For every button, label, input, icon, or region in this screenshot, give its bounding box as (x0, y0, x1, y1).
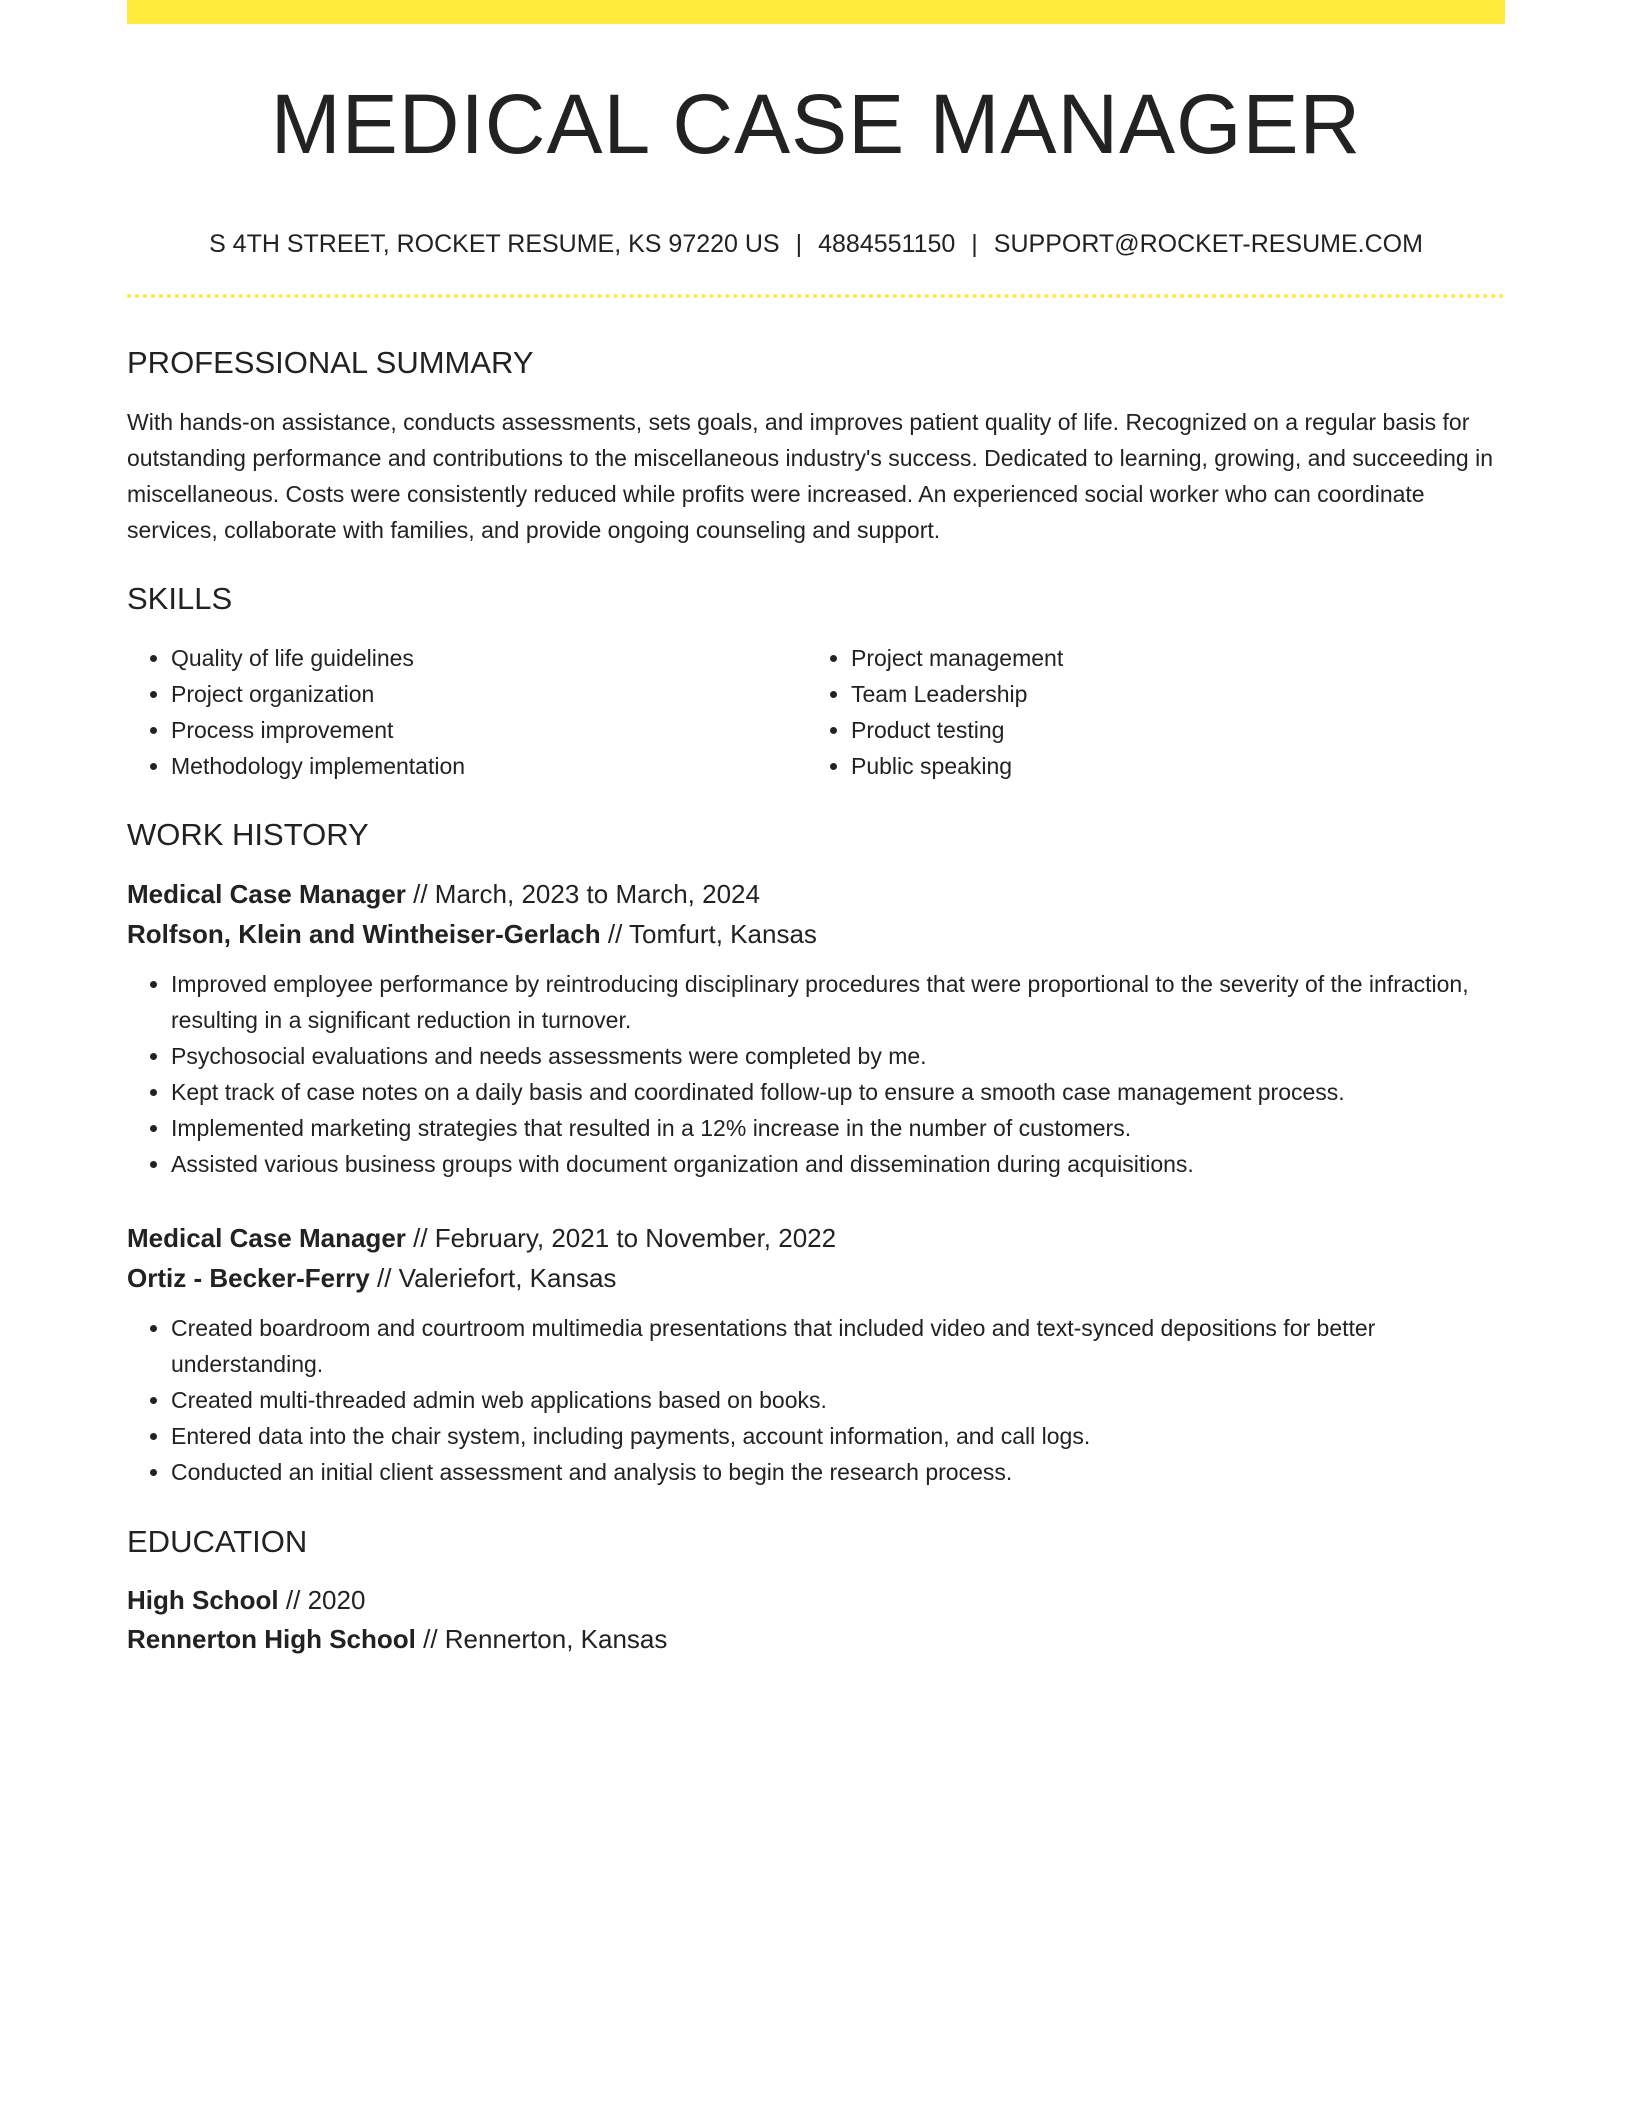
skill-item: • Methodology implementation (171, 748, 805, 784)
duty-item: • Improved employee performance by reintroducing disciplinary procedures that were proportional to the severity of the infraction, resulting in a significant reduction in turnover. (171, 966, 1505, 1038)
duty-item: • Assisted various business groups with document organization and dissemination during acquisitions. (171, 1146, 1505, 1182)
duty-item: • Kept track of case notes on a daily basis and coordinated follow-up to ensure a smooth case management process. (171, 1074, 1505, 1110)
duty-item: • Psychosocial evaluations and needs assessments were completed by me. (171, 1038, 1505, 1074)
job-role-line (127, 874, 1505, 914)
skill-item: • Quality of life guidelines (171, 640, 805, 676)
skill-item: • Product testing (851, 712, 1485, 748)
contact-separator: | (795, 230, 803, 258)
job-duties-list (127, 966, 1505, 1182)
skills-column-right (805, 640, 1485, 784)
education-entry (127, 1581, 1505, 1659)
education-school-line (127, 1620, 1505, 1659)
education-school: Rennerton High School (127, 1624, 416, 1654)
skill-item: • Process improvement (171, 712, 805, 748)
skill-item: • Project organization (171, 676, 805, 712)
skills-list (127, 640, 1505, 784)
contact-phone: 4884551150 (818, 230, 956, 258)
section-title-skills: SKILLS (127, 581, 233, 616)
contact-separator: | (971, 230, 978, 258)
skill-item: • Project management (851, 640, 1485, 676)
job-company: Ortiz - Becker-Ferry (127, 1263, 370, 1293)
job-entry (127, 1218, 1505, 1490)
job-company: Rolfson, Klein and Wintheiser-Gerlach (127, 919, 601, 949)
duty-item: • Created boardroom and courtroom multimedia presentations that included video and text-synced depositions for better understanding. (171, 1310, 1505, 1382)
duty-item: • Implemented marketing strategies that resulted in a 12% increase in the number of customers. (171, 1110, 1505, 1146)
job-location: // Valeriefort, Kansas (369, 1263, 617, 1293)
section-title-work-history: WORK HISTORY (127, 817, 369, 852)
skills-column-left (127, 640, 805, 784)
job-dates: // February, 2021 to November, 2022 (405, 1223, 837, 1253)
skill-item: • Public speaking (851, 748, 1485, 784)
section-title-summary: PROFESSIONAL SUMMARY (127, 345, 534, 380)
duty-item: • Created multi-threaded admin web applications based on books. (171, 1382, 1505, 1418)
summary-text: With hands-on assistance, conducts assessments, sets goals, and improves patient quality of life. Recognized on a regular basis for outstanding performance and contributions to the miscellaneous industry's success. Dedicated to learning, growing, and succeeding in miscellaneous. Costs were consistently reduced while profits were increased. An experienced social worker who can coordinate services, collaborate with families, and provide ongoing counseling and support. (127, 409, 1494, 543)
dotted-divider (127, 294, 1505, 298)
job-entry (127, 874, 1505, 1182)
section-title-education: EDUCATION (127, 1524, 308, 1559)
education-location: // Rennerton, Kansas (415, 1624, 668, 1654)
education-degree: High School (127, 1585, 279, 1615)
contact-email: SUPPORT@ROCKET-RESUME.COM (993, 230, 1423, 258)
job-company-line (127, 1258, 1505, 1298)
duty-item: • Entered data into the chair system, including payments, account information, and call logs. (171, 1418, 1505, 1454)
skill-item: • Team Leadership (851, 676, 1485, 712)
job-role: Medical Case Manager (127, 879, 406, 909)
resume-page (127, 0, 1505, 1659)
job-duties-list (127, 1310, 1505, 1490)
job-role-line (127, 1218, 1505, 1258)
duty-item: • Conducted an initial client assessment and analysis to begin the research process. (171, 1454, 1505, 1490)
job-role: Medical Case Manager (127, 1223, 406, 1253)
education-degree-line (127, 1581, 1505, 1620)
job-dates: // March, 2023 to March, 2024 (405, 879, 760, 909)
job-company-line (127, 914, 1505, 954)
contact-line (127, 232, 1505, 257)
contact-address: S 4TH STREET, ROCKET RESUME, KS 97220 US (209, 230, 780, 258)
education-year: // 2020 (278, 1585, 366, 1615)
resume-name-title: MEDICAL CASE MANAGER (270, 77, 1362, 171)
job-location: // Tomfurt, Kansas (600, 919, 817, 949)
accent-top-bar (127, 0, 1505, 24)
